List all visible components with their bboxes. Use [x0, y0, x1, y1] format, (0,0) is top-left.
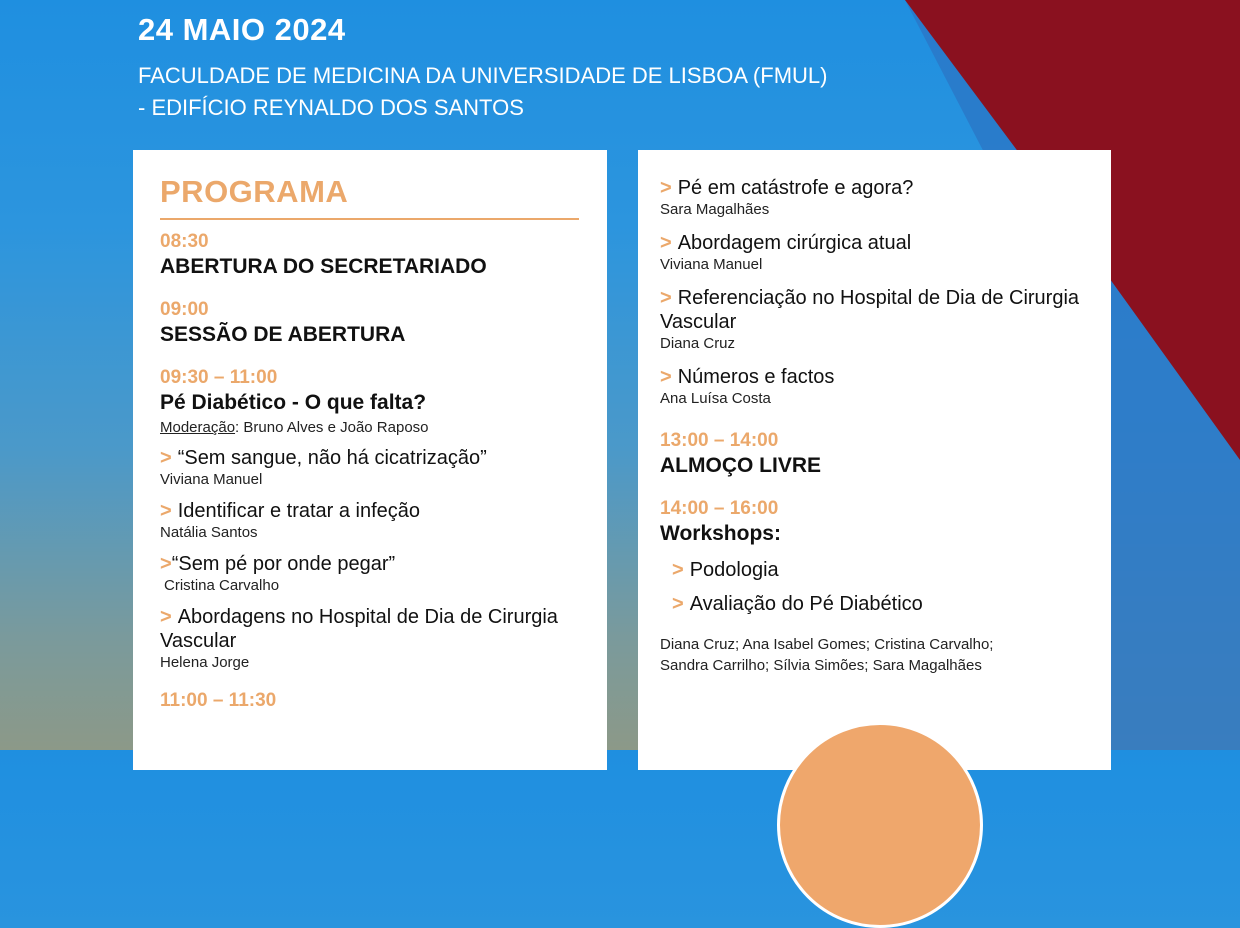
talk-item: [660, 365, 1089, 408]
talk-title: Abordagem cirúrgica atual: [677, 232, 912, 254]
session-time: 13:00 – 14:00: [660, 430, 779, 451]
workshops-title: Workshops:: [660, 522, 781, 545]
talk-speaker: Viviana Manuel: [160, 471, 263, 488]
chevron-right-icon: >: [160, 553, 172, 575]
chevron-right-icon: >: [660, 366, 672, 388]
workshop-label: Podologia: [689, 559, 779, 581]
session-time: 11:00 – 11:30: [160, 690, 277, 711]
session-block: [160, 299, 579, 349]
chevron-right-icon: >: [660, 177, 672, 199]
talk-speaker: Helena Jorge: [160, 654, 250, 671]
talk-title: “Sem pé por onde pegar”: [171, 553, 396, 575]
venue-line-2: - EDIFÍCIO REYNALDO DOS SANTOS: [138, 95, 524, 120]
moderation-label: Moderação: [160, 419, 236, 436]
instructors-line-1: Diana Cruz; Ana Isabel Gomes; Cristina Carvalho;: [660, 636, 994, 653]
program-card-right: [638, 150, 1111, 770]
workshop-item: [672, 558, 1089, 582]
chevron-right-icon: >: [672, 593, 684, 615]
session-title: Pé Diabético - O que falta?: [160, 391, 427, 414]
chevron-right-icon: >: [660, 287, 672, 309]
talk-speaker: Sara Magalhães: [660, 201, 770, 218]
session-block: [160, 690, 579, 712]
instructors-line-2: Sandra Carrilho; Sílvia Simões; Sara Magalhães: [660, 657, 982, 674]
session-time: 08:30: [160, 231, 209, 252]
session-time: 14:00 – 16:00: [660, 498, 779, 519]
talk-speaker: Diana Cruz: [660, 335, 736, 352]
chevron-right-icon: >: [672, 559, 684, 581]
talk-item: [160, 605, 579, 672]
talk-title: Referenciação no Hospital de Dia de Cirurgia Vascular: [660, 287, 1080, 333]
program-title: PROGRAMA: [160, 174, 579, 220]
talk-title: Pé em catástrofe e agora?: [677, 177, 914, 199]
session-block: [160, 231, 579, 281]
session-title: SESSÃO DE ABERTURA: [160, 323, 406, 346]
session-block: [160, 367, 579, 672]
workshop-item: [672, 592, 1089, 616]
badge-circle: [777, 722, 983, 928]
talk-title: Números e factos: [677, 366, 835, 388]
talk-title: “Sem sangue, não há cicatrização”: [177, 447, 487, 469]
talk-speaker: Cristina Carvalho: [164, 577, 280, 594]
talk-speaker: Ana Luísa Costa: [660, 390, 771, 407]
chevron-right-icon: >: [660, 232, 672, 254]
session-title: ALMOÇO LIVRE: [660, 454, 821, 477]
session-block: [660, 430, 1089, 480]
talk-item: [160, 446, 579, 489]
chevron-right-icon: >: [160, 606, 172, 628]
moderation-line: [160, 419, 579, 436]
event-venue: [138, 60, 827, 124]
talk-speaker: Natália Santos: [160, 524, 258, 541]
talk-item: [160, 499, 579, 542]
event-date: 24 MAIO 2024: [138, 12, 346, 47]
talk-item: [660, 231, 1089, 274]
talk-speaker: Viviana Manuel: [660, 256, 763, 273]
session-time: 09:00: [160, 299, 209, 320]
workshop-label: Avaliação do Pé Diabético: [689, 593, 923, 615]
venue-line-1: FACULDADE DE MEDICINA DA UNIVERSIDADE DE LISBOA (FMUL): [138, 63, 828, 88]
chevron-right-icon: >: [160, 500, 172, 522]
chevron-right-icon: >: [160, 447, 172, 469]
program-card-left: [133, 150, 607, 770]
workshop-instructors: [660, 634, 1089, 676]
talk-item: [160, 552, 579, 595]
workshops-block: [660, 498, 1089, 676]
talk-item: [660, 286, 1089, 353]
session-time: 09:30 – 11:00: [160, 367, 278, 388]
talk-title: Identificar e tratar a infeção: [177, 500, 421, 522]
talk-title: Abordagens no Hospital de Dia de Cirurgia Vascular: [160, 606, 558, 652]
talk-item: [660, 176, 1089, 219]
moderation-names: : Bruno Alves e João Raposo: [235, 419, 429, 436]
session-title: ABERTURA DO SECRETARIADO: [160, 255, 487, 278]
